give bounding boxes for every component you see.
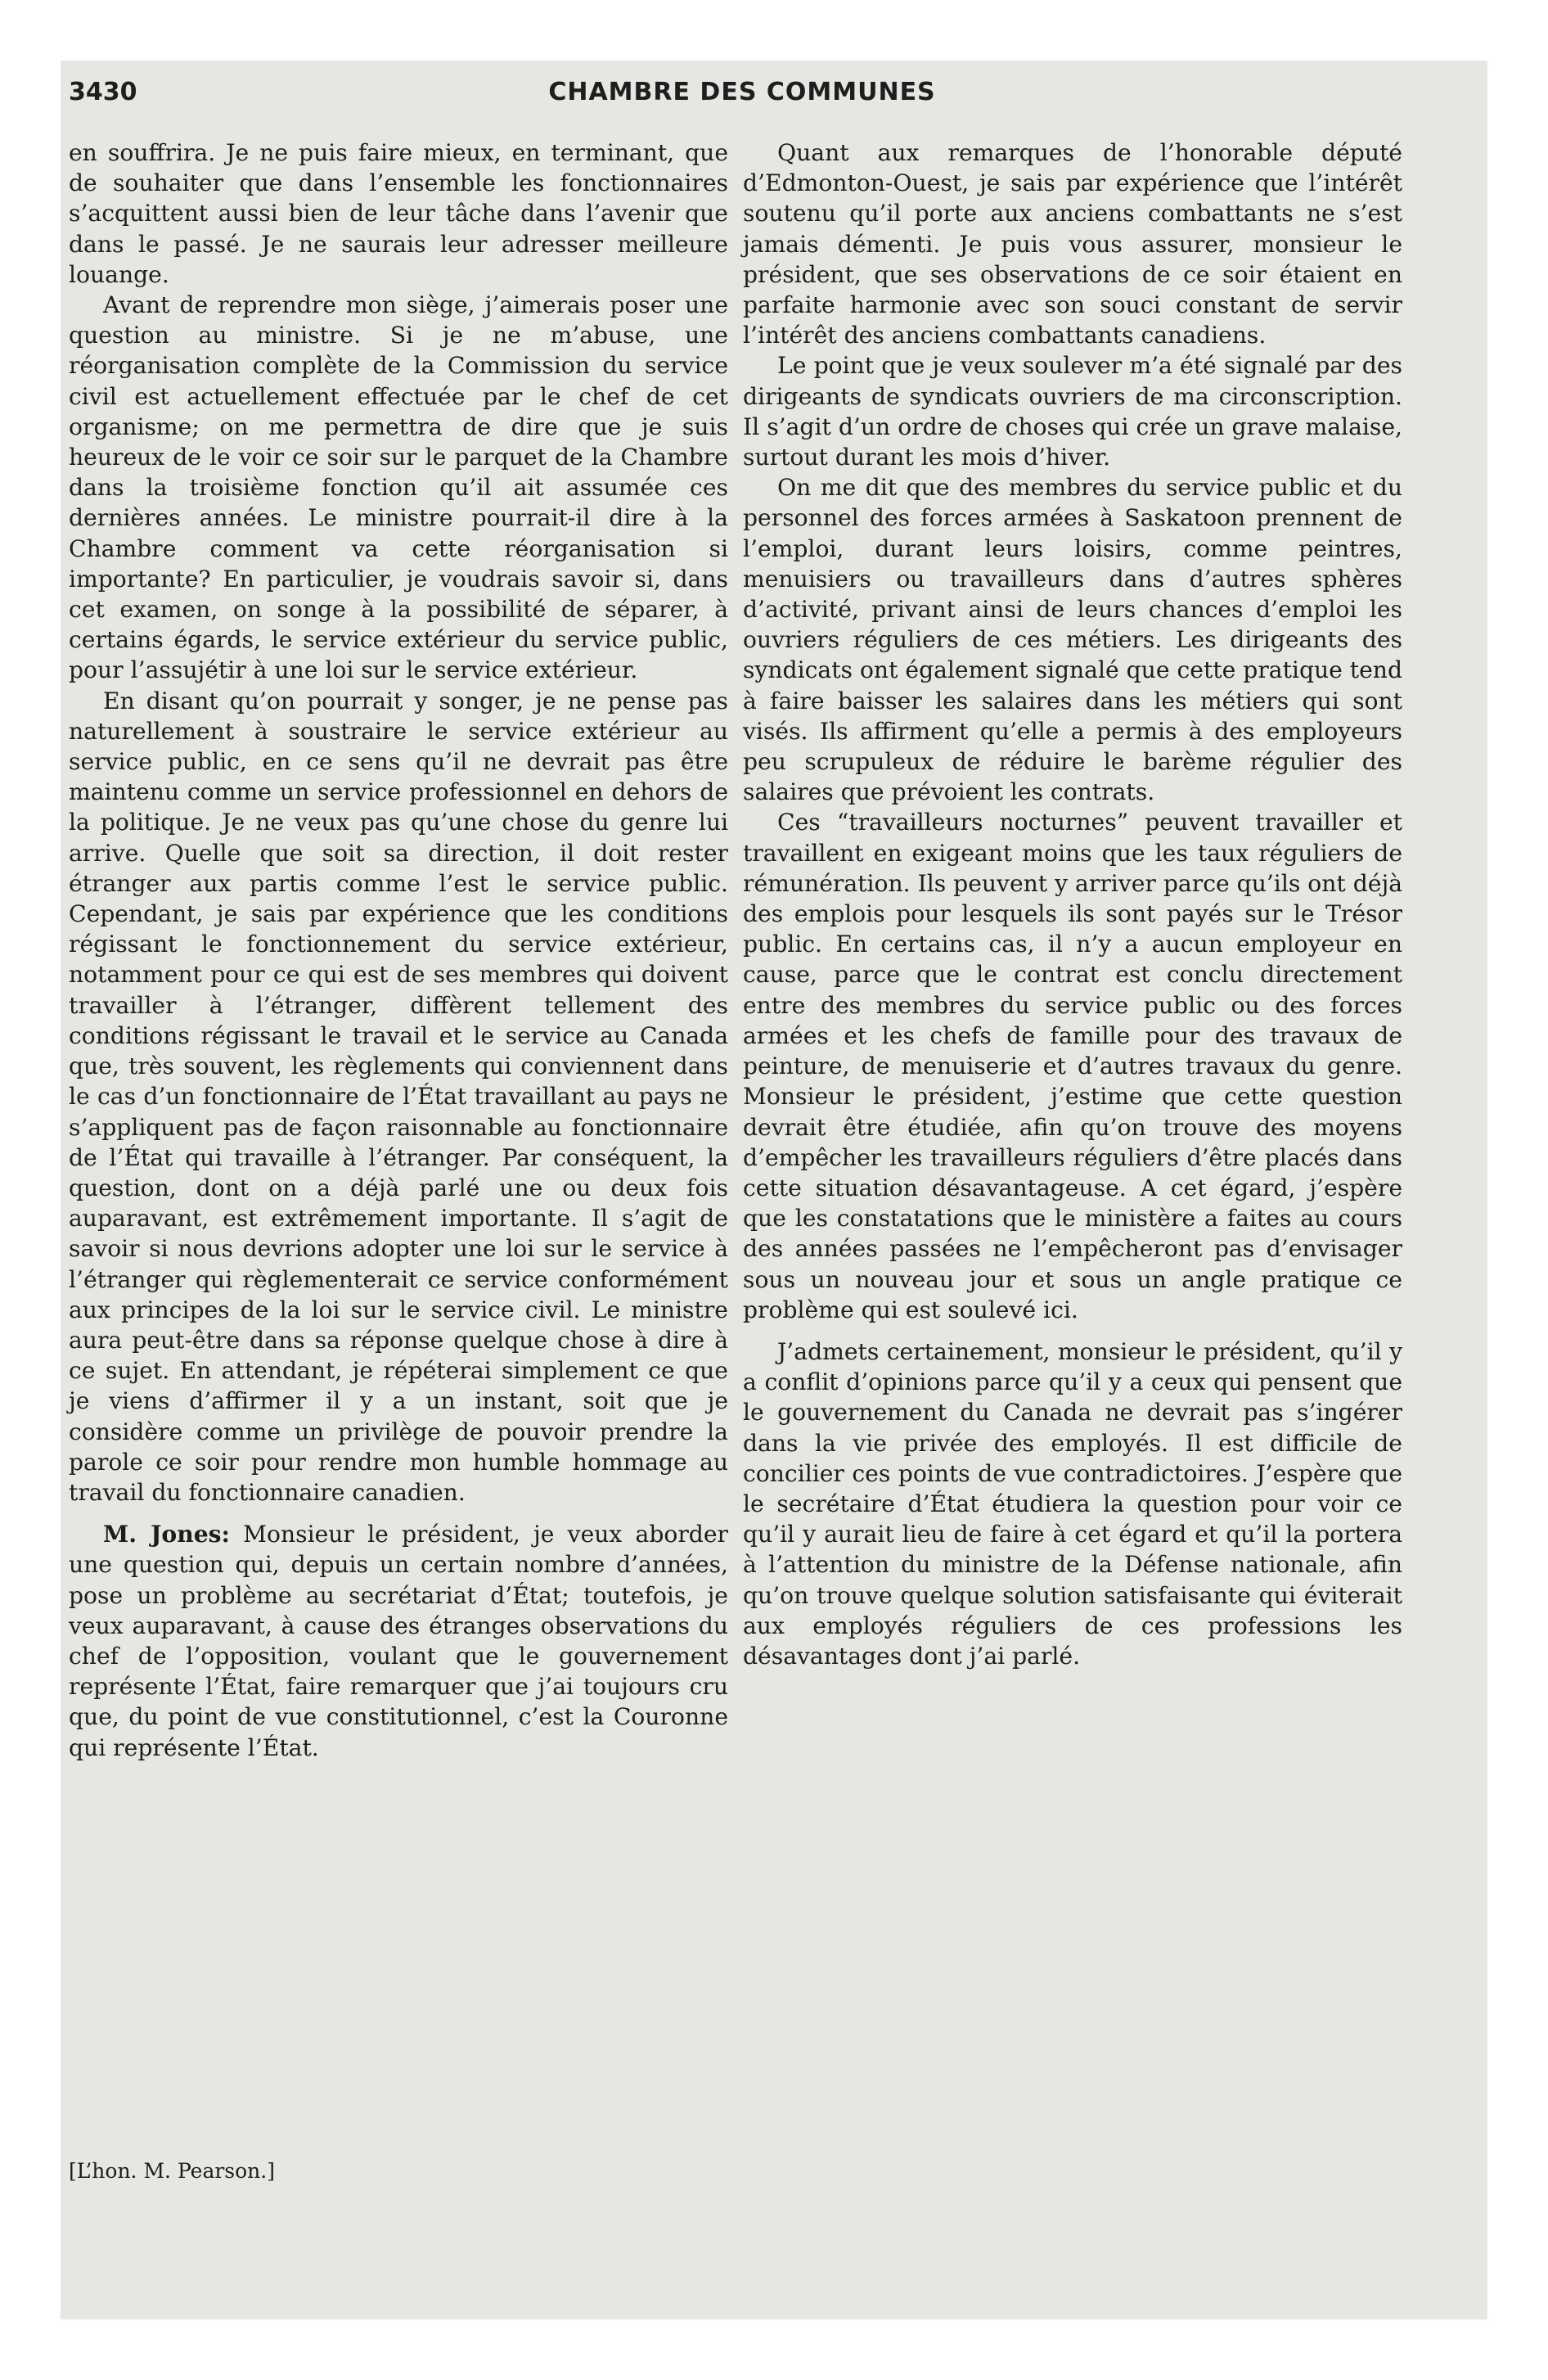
paragraph: J’admets certainement, monsieur le président, qu’il y a conflit d’opinions parce qu’il y a ceux qui pensent que le gouvernement du Canada ne devrait pas s’ingérer dans la vie privée des employés. Il est difficile de concilier ces points de vue contradictoires. J’espère que le secrétaire d’État étudiera la question pour voir ce qu’il y aurait lieu de faire à cet égard et qu’il la portera à l’attention du ministre de la Défense nationale, afin qu’on trouve quelque solution satisfaisante qui éviterait aux employés réguliers de ces professions les désavantages dont j’ai parlé.: [743, 1337, 1402, 1670]
paragraph: En disant qu’on pourrait y songer, je ne pense pas naturellement à soustraire le service extérieur au service public, en ce sens qu’il ne devrait pas être maintenu comme un service professionnel en dehors de la politique. Je ne veux pas qu’une chose du genre lui arrive. Quelle que soit sa direction, il doit rester étranger aux partis comme l’est le service public. Cependant, je sais par expérience que les conditions régissant le fonctionnement du service extérieur, notamment pour ce qui est de ses membres qui doivent travailler à l’étranger, diffèrent tellement des conditions régissant le travail et le service au Canada que, très souvent, les règlements qui conviennent dans le cas d’un fonctionnaire de l’État travaillant au pays ne s’appliquent pas de façon raisonnable au fonctionnaire de l’État qui travaille à l’étranger. Par conséquent, la question, dont on a déjà parlé une ou deux fois auparavant, est extrêmement importante. Il s’agit de savoir si nous devrions adopter une loi sur le service à l’étranger qui règlementerait ce service conformément aux principes de la loi sur le service civil. Le ministre aura peut-être dans sa réponse quelque chose à dire à ce sujet. En attendant, je répéterai simplement ce que je viens d’affirmer il y a un instant, soit que je considère comme un privilège de pouvoir prendre la parole ce soir pour rendre mon humble hommage au travail du fonctionnaire canadien.: [69, 687, 728, 1506]
running-title: CHAMBRE DES COMMUNES: [548, 78, 936, 106]
left-column: [69, 137, 728, 1763]
paragraph: Quant aux remarques de l’honorable député d’Edmonton-Ouest, je sais par expérience que l’intérêt soutenu qu’il porte aux anciens combattants ne s’est jamais démenti. Je puis vous assurer, monsieur le président, que ses observations de ce soir étaient en parfaite harmonie avec son souci constant de servir l’intérêt des anciens combattants canadiens.: [743, 139, 1402, 349]
page-number: 3430: [69, 78, 137, 106]
paragraph: Le point que je veux soulever m’a été signalé par des dirigeants de syndicats ouvriers de ma circonscription. Il s’agit d’un ordre de choses qui crée un grave malaise, surtout durant les mois d’hiver.: [743, 352, 1402, 471]
speech-text: Monsieur le président, je veux aborder une question qui, depuis un certain nombre d’années, pose un problème au secrétariat d’État; toutefois, je veux auparavant, à cause des étranges observations du chef de l’opposition, voulant que le gouvernement représente l’État, faire remarquer que j’ai toujours cru que, du point de vue constitutionnel, c’est la Couronne qui représente l’État.: [69, 1521, 729, 1761]
page-header: [69, 78, 1415, 127]
paragraph: Avant de reprendre mon siège, j’aimerais poser une question au ministre. Si je ne m’abuse, une réorganisation complète de la Commission du service civil est actuellement effectuée par le chef de cet organisme; on me permettra de dire que je suis heureux de le voir ce soir sur le parquet de la Chambre dans la troisième fonction qu’il ait assumée ces dernières années. Le ministre pourrait-il dire à la Chambre comment va cette réorganisation si importante? En particulier, je voudrais savoir si, dans cet examen, on songe à la possibilité de séparer, à certains égards, le service extérieur du service public, pour l’assujétir à une loi sur le service extérieur.: [69, 291, 728, 684]
paragraph: Ces “travailleurs nocturnes” peuvent travailler et travaillent en exigeant moins que les taux réguliers de rémunération. Ils peuvent y arriver parce qu’ils ont déjà des emplois pour lesquels ils sont payés sur le Trésor public. En certains cas, il n’y a aucun employeur en cause, parce que le contrat est conclu directement entre des membres du service public ou des forces armées et les chefs de famille pour des travaux de peinture, de menuiserie et d’autres travaux du genre. Monsieur le président, j’estime que cette question devrait être étudiée, afin qu’on trouve des moyens d’empêcher les travailleurs réguliers d’être placés dans cette situation désavantageuse. A cet égard, j’espère que les constatations que le ministère a faites au cours des années passées ne l’empêcheront pas d’envisager sous un nouveau jour et sous un angle pratique ce problème qui est soulevé ici.: [743, 809, 1402, 1323]
speech-paragraph: [69, 1519, 728, 1763]
right-column: [743, 137, 1402, 1671]
paragraph: On me dit que des membres du service public et du personnel des forces armées à Saskatoon prennent de l’emploi, durant leurs loisirs, comme peintres, menuisiers ou travailleurs dans d’autres sphères d’activité, privant ainsi de leurs chances d’emploi les ouvriers réguliers de ces métiers. Les dirigeants des syndicats ont également signalé que cette pratique tend à faire baisser les salaires dans les métiers qui sont visés. Ils affirment qu’elle a permis à des employeurs peu scrupuleux de réduire le barème régulier des salaires que prévoient les contrats.: [743, 474, 1402, 806]
speaker-name: M. Jones:: [103, 1521, 230, 1548]
speaker-reference: [L’hon. M. Pearson.]: [69, 2159, 275, 2183]
paragraph: en souffrira. Je ne puis faire mieux, en terminant, que de souhaiter que dans l’ensemble les fonctionnaires s’acquittent aussi bien de leur tâche dans l’avenir que dans le passé. Je ne saurais leur adresser meilleure louange.: [69, 139, 728, 288]
